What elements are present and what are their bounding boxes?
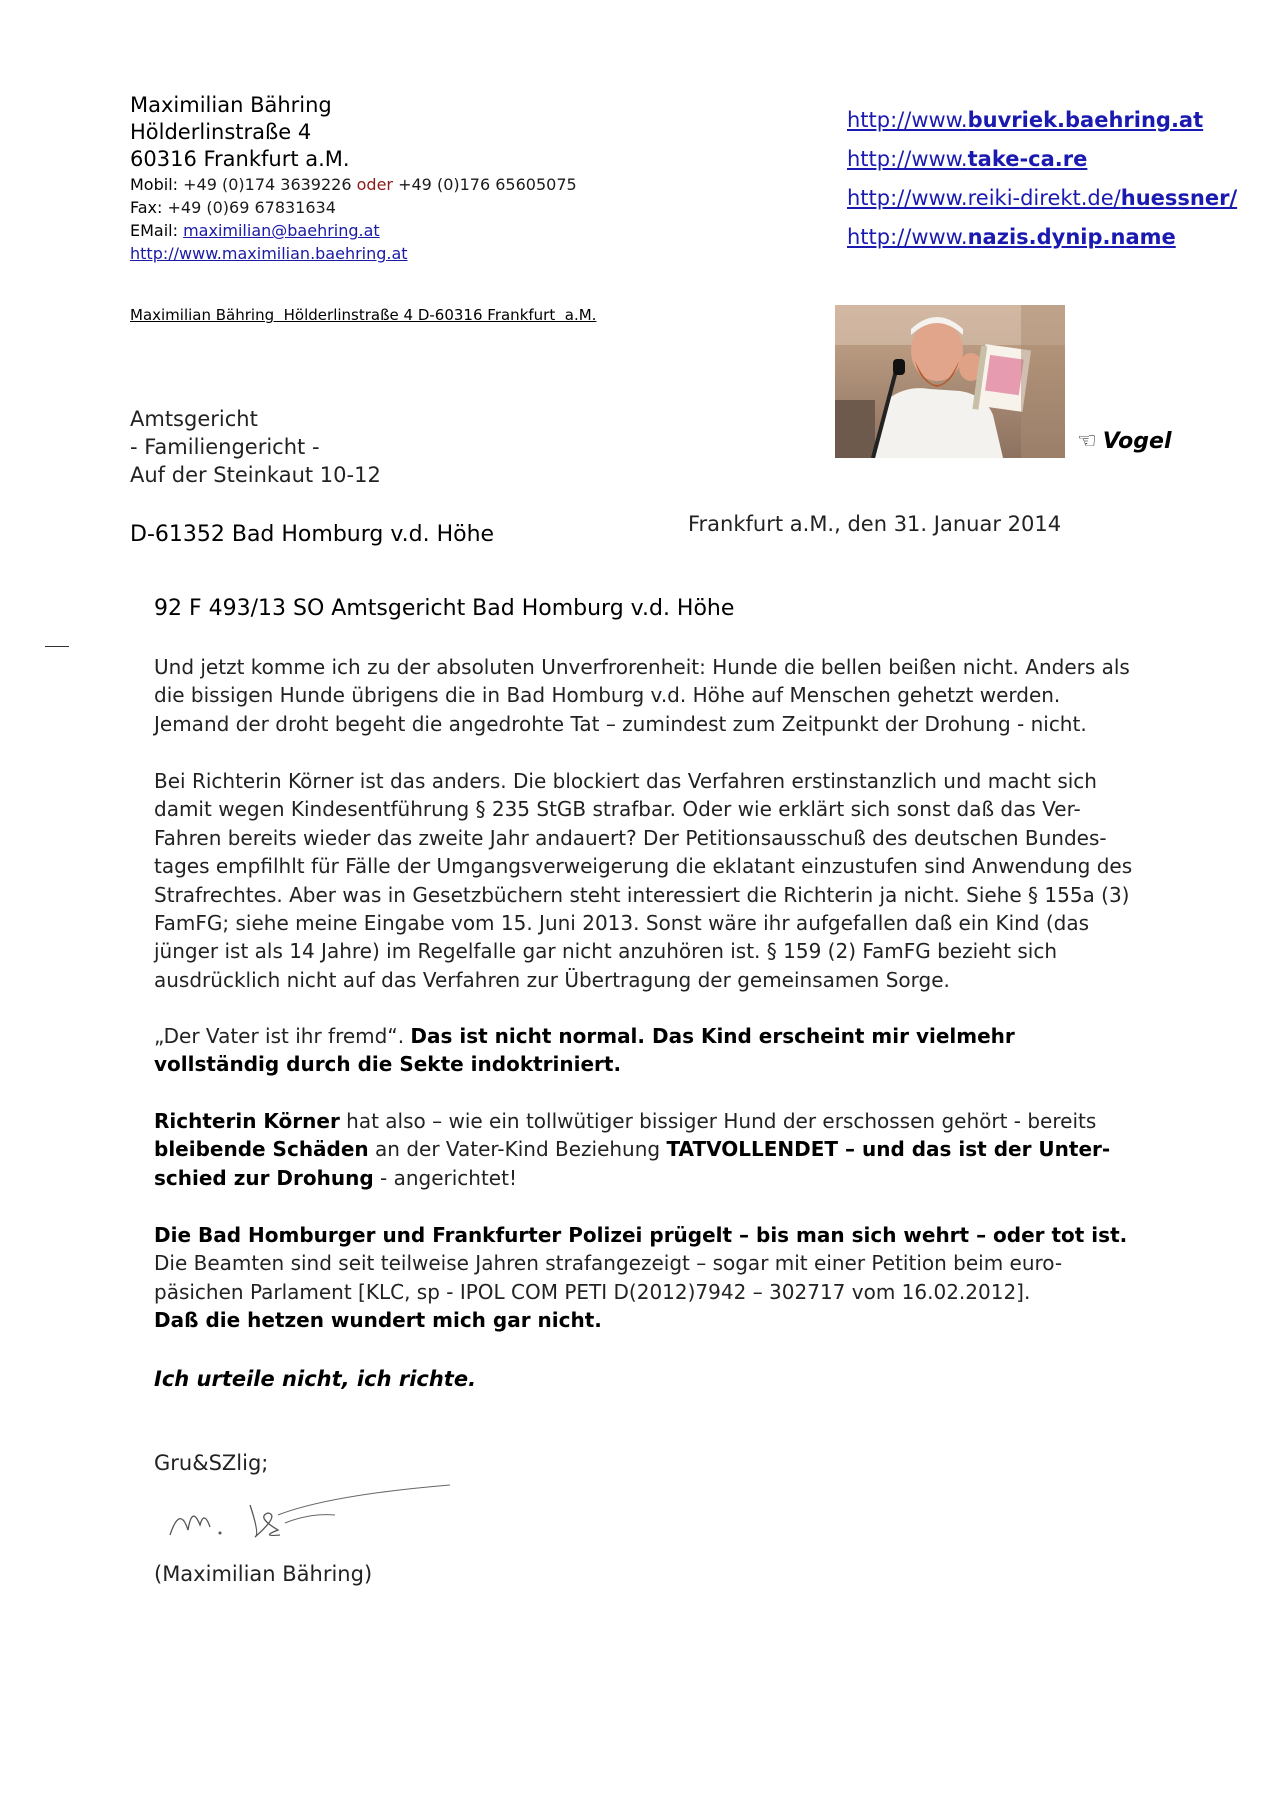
mobile-or: oder xyxy=(356,175,393,194)
sender-block xyxy=(130,92,577,265)
paragraph-2: Bei Richterin Körner ist das anders. Die blockiert das Verfahren erstinstanzlich und macht sich damit wegen Kindesentführung § 235 StGB strafbar. Oder wie erklärt sich sonst daß das Ver-Fahren bereits wieder das zweite Jahr andauert? Der Petitionsausschuß des deutschen Bundes-tages empfilhlt für Fälle der Umgangsverweigerung die eklatant einzustufen sind Anwendung des Strafrechtes. Aber was in Gesetzbüchern steht interessiert die Richterin ja nicht. Siehe § 155a (3) FamFG; siehe meine Eingabe vom 15. Juni 2013. Sonst wäre ihr aufgefallen daß ein Kind (das jünger ist als 14 Jahre) im Regelfalle gar nicht anzuhören ist. § 159 (2) FamFG bezieht sich ausdrücklich nicht auf das Verfahren zur Übertragung der gemeinsamen Sorge. xyxy=(154,769,1133,992)
link-nazis[interactable]: http://www.nazis.dynip.name xyxy=(847,225,1176,249)
fax-label: Fax: xyxy=(130,198,163,217)
recipient-line3: Auf der Steinkaut 10-12 xyxy=(130,463,381,487)
return-address: Maximilian Bähring Hölderlinstraße 4 D-60316 Frankfurt a.M. xyxy=(130,306,597,324)
sender-website xyxy=(130,242,577,265)
recipient-line2: - Familiengericht - xyxy=(130,435,320,459)
pointing-hand-icon: ☜ xyxy=(1077,429,1097,454)
link-take-care[interactable]: http://www.take-ca.re xyxy=(847,147,1088,171)
signature-name: (Maximilian Bähring) xyxy=(154,1562,373,1586)
paragraph-3: „Der Vater ist ihr fremd“. Das ist nicht normal. Das Kind erscheint mir vielmehr vollständig durch die Sekte indoktriniert. xyxy=(154,1024,1015,1077)
speaker-photo xyxy=(835,305,1065,458)
link-reiki[interactable]: http://www.reiki-direkt.de/huessner/ xyxy=(847,186,1238,210)
sender-city: 60316 Frankfurt a.M. xyxy=(130,147,350,171)
paragraph-5-close: Daß die hetzen wundert mich gar nicht. xyxy=(154,1308,602,1333)
speaker-photo-image xyxy=(835,305,1065,458)
paragraph-5-lead: Die Bad Homburger und Frankfurter Polizei prügelt – bis man sich wehrt – oder tot ist. xyxy=(154,1223,1128,1247)
mobile-number-1: +49 (0)174 3639226 xyxy=(183,175,352,194)
mobile-number-2: +49 (0)176 65605075 xyxy=(398,175,577,194)
photo-caption xyxy=(1077,429,1171,454)
sender-fax xyxy=(130,196,577,219)
paragraph-5-body: Die Beamten sind seit teilweise Jahren strafangezeigt – sogar mit einer Petition beim euro-päsichen Parlament [KLC, sp - IPOL COM PETI D(2012)7942 – 302717 vom 16.02.2012]. xyxy=(154,1251,1063,1304)
recipient-address xyxy=(130,405,381,489)
signature-image xyxy=(160,1475,460,1575)
email-label: EMail: xyxy=(130,221,178,240)
case-reference: 92 F 493/13 SO Amtsgericht Bad Homburg v.d. Höhe xyxy=(154,596,735,621)
letter-date: Frankfurt a.M., den 31. Januar 2014 xyxy=(688,512,1062,536)
link-buvriek[interactable]: http://www.buvriek.baehring.at xyxy=(847,108,1204,132)
closing-maxim: Ich urteile nicht, ich richte. xyxy=(154,1367,477,1391)
website-link[interactable]: http://www.maximilian.baehring.at xyxy=(130,244,408,263)
closing-greeting: Gru&SZlig; xyxy=(154,1451,269,1475)
recipient-city: D-61352 Bad Homburg v.d. Höhe xyxy=(130,522,495,547)
recipient-line1: Amtsgericht xyxy=(130,407,258,431)
handwritten-signature xyxy=(160,1475,460,1575)
mobile-label: Mobil: xyxy=(130,175,179,194)
sender-street: Hölderlinstraße 4 xyxy=(130,120,312,144)
paragraph-5 xyxy=(154,1221,1134,1335)
sender-email xyxy=(130,219,577,242)
paragraph-1: Und jetzt komme ich zu der absoluten Unverfrorenheit: Hunde die bellen beißen nicht. Anders als die bissigen Hunde übrigens die in Bad Homburg v.d. Höhe auf Menschen gehetzt werden. Jemand der droht begeht die angedrohte Tat – zumindest zum Zeitpunkt der Drohung - nicht. xyxy=(154,655,1130,736)
fold-mark xyxy=(45,646,69,647)
fax-number: +49 (0)69 67831634 xyxy=(167,198,336,217)
sender-mobile xyxy=(130,173,577,196)
paragraph-4: Richterin Körner hat also – wie ein tollwütiger bissiger Hund der erschossen gehört - bereits bleibende Schäden an der Vater-Kind Beziehung TATVOLLENDET – und das ist der Unter-schied zur Drohung - angerichtet! xyxy=(154,1109,1111,1190)
photo-caption-text: Vogel xyxy=(1102,429,1172,454)
external-links xyxy=(847,101,1237,257)
sender-name: Maximilian Bähring xyxy=(130,93,332,117)
email-link[interactable]: maximilian@baehring.at xyxy=(183,221,380,240)
